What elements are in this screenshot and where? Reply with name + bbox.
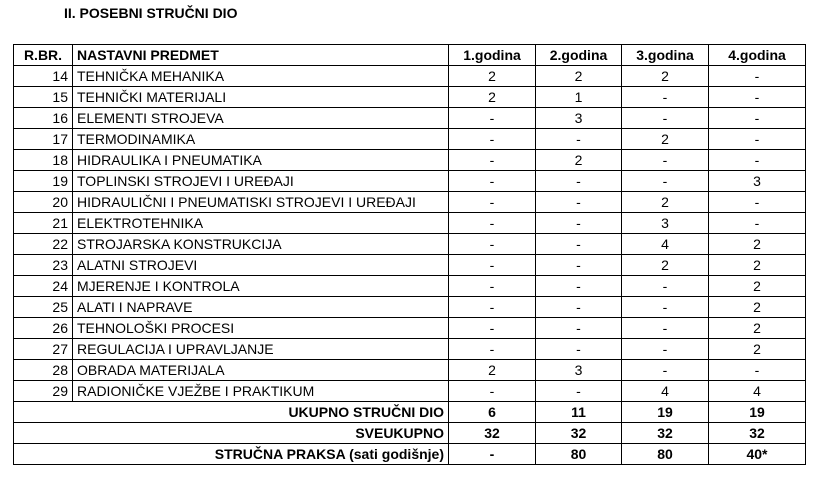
row-number: 14 (14, 66, 73, 87)
total-year-3: 19 (622, 402, 709, 423)
year-1-hours: - (449, 381, 536, 402)
year-2-hours: - (536, 213, 622, 234)
total-label: UKUPNO STRUČNI DIO (14, 402, 449, 423)
year-4-hours: - (709, 150, 806, 171)
total-label: STRUČNA PRAKSA (sati godišnje) (14, 444, 449, 465)
year-2-header: 2.godina (536, 45, 622, 66)
row-number: 16 (14, 108, 73, 129)
subject-name: STROJARSKA KONSTRUKCIJA (73, 234, 449, 255)
subject-name: MJERENJE I KONTROLA (73, 276, 449, 297)
year-1-hours: 2 (449, 87, 536, 108)
year-4-hours: 2 (709, 318, 806, 339)
subject-name: TERMODINAMIKA (73, 129, 449, 150)
subject-name: TEHNIČKI MATERIJALI (73, 87, 449, 108)
subject-name: ALATNI STROJEVI (73, 255, 449, 276)
subject-name: OBRADA MATERIJALA (73, 360, 449, 381)
total-year-4: 40* (709, 444, 806, 465)
year-3-hours: - (622, 276, 709, 297)
year-2-hours: - (536, 339, 622, 360)
year-1-hours: 2 (449, 66, 536, 87)
row-number: 17 (14, 129, 73, 150)
table-row (14, 129, 806, 150)
year-1-hours: - (449, 213, 536, 234)
year-1-hours: - (449, 234, 536, 255)
row-number: 26 (14, 318, 73, 339)
table-row (14, 360, 806, 381)
total-year-1: 32 (449, 423, 536, 444)
year-2-hours: - (536, 318, 622, 339)
year-3-hours: - (622, 171, 709, 192)
year-3-hours: 2 (622, 192, 709, 213)
subject-name: REGULACIJA I UPRAVLJANJE (73, 339, 449, 360)
total-year-4: 32 (709, 423, 806, 444)
year-2-hours: - (536, 192, 622, 213)
table-row (14, 150, 806, 171)
table-row (14, 87, 806, 108)
year-4-hours: - (709, 360, 806, 381)
table-row (14, 339, 806, 360)
table-row (14, 234, 806, 255)
year-2-hours: - (536, 234, 622, 255)
year-1-hours: - (449, 339, 536, 360)
year-1-hours: - (449, 150, 536, 171)
year-2-hours: - (536, 276, 622, 297)
rbr-header: R.BR. (14, 45, 73, 66)
year-3-hours: - (622, 108, 709, 129)
table-row (14, 192, 806, 213)
total-year-1: 6 (449, 402, 536, 423)
year-3-hours: - (622, 87, 709, 108)
year-4-hours: 2 (709, 255, 806, 276)
year-2-hours: 2 (536, 150, 622, 171)
year-4-hours: - (709, 213, 806, 234)
year-1-hours: - (449, 192, 536, 213)
year-4-header: 4.godina (709, 45, 806, 66)
subject-name: ALATI I NAPRAVE (73, 297, 449, 318)
year-4-hours: - (709, 129, 806, 150)
year-2-hours: - (536, 297, 622, 318)
year-4-hours: 2 (709, 297, 806, 318)
year-2-hours: - (536, 171, 622, 192)
curriculum-table (13, 44, 806, 465)
total-year-3: 80 (622, 444, 709, 465)
year-3-hours: 2 (622, 66, 709, 87)
year-4-hours: - (709, 87, 806, 108)
total-year-4: 19 (709, 402, 806, 423)
year-1-hours: - (449, 297, 536, 318)
year-2-hours: 1 (536, 87, 622, 108)
subject-name: TOPLINSKI STROJEVI I UREĐAJI (73, 171, 449, 192)
row-number: 18 (14, 150, 73, 171)
table-body (14, 66, 806, 402)
row-number: 21 (14, 213, 73, 234)
row-number: 24 (14, 276, 73, 297)
table-row (14, 318, 806, 339)
year-1-hours: - (449, 318, 536, 339)
subject-name: RADIONIČKE VJEŽBE I PRAKTIKUM (73, 381, 449, 402)
row-number: 23 (14, 255, 73, 276)
year-1-hours: - (449, 129, 536, 150)
year-1-hours: - (449, 255, 536, 276)
total-year-2: 11 (536, 402, 622, 423)
subject-name: ELEMENTI STROJEVA (73, 108, 449, 129)
year-3-hours: - (622, 150, 709, 171)
total-row (14, 423, 806, 444)
year-2-hours: 3 (536, 108, 622, 129)
year-1-header: 1.godina (449, 45, 536, 66)
year-4-hours: - (709, 66, 806, 87)
year-3-hours: 2 (622, 255, 709, 276)
year-2-hours: - (536, 129, 622, 150)
year-3-hours: - (622, 339, 709, 360)
row-number: 22 (14, 234, 73, 255)
total-year-2: 32 (536, 423, 622, 444)
table-row (14, 108, 806, 129)
total-row (14, 444, 806, 465)
year-4-hours: - (709, 108, 806, 129)
row-number: 20 (14, 192, 73, 213)
year-1-hours: 2 (449, 360, 536, 381)
year-3-hours: 3 (622, 213, 709, 234)
row-number: 15 (14, 87, 73, 108)
year-2-hours: - (536, 381, 622, 402)
table-row (14, 213, 806, 234)
year-4-hours: 2 (709, 339, 806, 360)
row-number: 28 (14, 360, 73, 381)
table-row (14, 255, 806, 276)
year-2-hours: 3 (536, 360, 622, 381)
year-3-hours: - (622, 297, 709, 318)
year-3-header: 3.godina (622, 45, 709, 66)
year-3-hours: - (622, 318, 709, 339)
total-row (14, 402, 806, 423)
year-3-hours: 4 (622, 234, 709, 255)
row-number: 25 (14, 297, 73, 318)
year-2-hours: - (536, 255, 622, 276)
subject-name: HIDRAULIKA I PNEUMATIKA (73, 150, 449, 171)
table-row (14, 276, 806, 297)
table-row (14, 66, 806, 87)
year-4-hours: 2 (709, 276, 806, 297)
header-row (14, 45, 806, 66)
subject-name: HIDRAULIČNI I PNEUMATISKI STROJEVI I UREĐAJI (73, 192, 449, 213)
year-1-hours: - (449, 276, 536, 297)
total-year-1: - (449, 444, 536, 465)
subject-header: NASTAVNI PREDMET (73, 45, 449, 66)
year-1-hours: - (449, 171, 536, 192)
section-title: II. POSEBNI STRUČNI DIO (64, 5, 238, 21)
year-1-hours: - (449, 108, 536, 129)
year-4-hours: 3 (709, 171, 806, 192)
subject-name: TEHNIČKA MEHANIKA (73, 66, 449, 87)
total-year-3: 32 (622, 423, 709, 444)
total-label: SVEUKUPNO (14, 423, 449, 444)
year-3-hours: 4 (622, 381, 709, 402)
table-row (14, 297, 806, 318)
subject-name: ELEKTROTEHNIKA (73, 213, 449, 234)
year-3-hours: 2 (622, 129, 709, 150)
table-totals (14, 402, 806, 465)
year-2-hours: 2 (536, 66, 622, 87)
table-row (14, 381, 806, 402)
year-4-hours: 4 (709, 381, 806, 402)
year-4-hours: 2 (709, 234, 806, 255)
row-number: 27 (14, 339, 73, 360)
year-3-hours: - (622, 360, 709, 381)
row-number: 19 (14, 171, 73, 192)
year-4-hours: - (709, 192, 806, 213)
total-year-2: 80 (536, 444, 622, 465)
subject-name: TEHNOLOŠKI PROCESI (73, 318, 449, 339)
row-number: 29 (14, 381, 73, 402)
table-row (14, 171, 806, 192)
